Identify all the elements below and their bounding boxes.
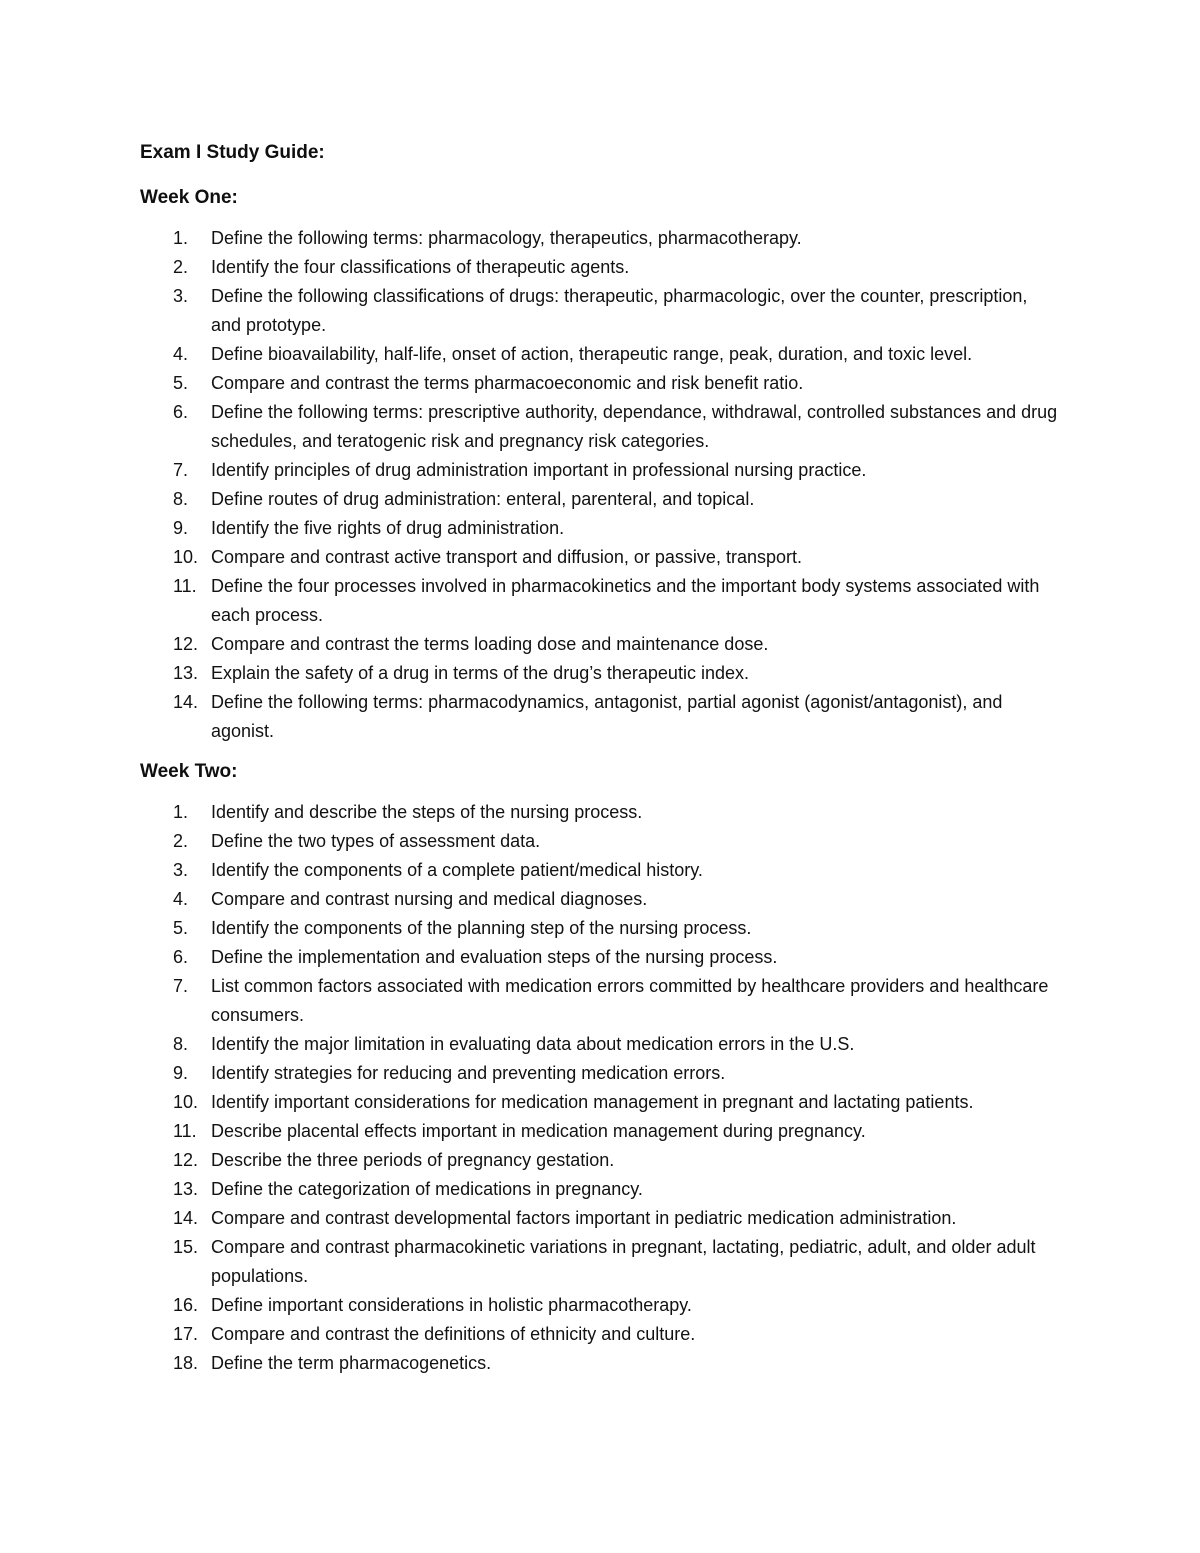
item-text: Define the following terms: prescriptive authority, dependance, withdrawal, controlled substances and drug schedules, and teratogenic risk and pregnancy risk categories. bbox=[211, 402, 1058, 451]
list-item bbox=[173, 1146, 1060, 1175]
list-item bbox=[173, 943, 1060, 972]
item-text: Compare and contrast developmental factors important in pediatric medication administration. bbox=[211, 1208, 957, 1228]
item-number: 8. bbox=[173, 489, 189, 509]
item-text: Identify the components of a complete patient/medical history. bbox=[211, 860, 703, 880]
item-number: 3. bbox=[173, 286, 189, 306]
list-item bbox=[173, 1088, 1060, 1117]
list-item bbox=[173, 1175, 1060, 1204]
item-text: Identify the components of the planning step of the nursing process. bbox=[211, 918, 752, 938]
list-item bbox=[173, 659, 1060, 688]
item-text: Define the categorization of medications in pregnancy. bbox=[211, 1179, 643, 1199]
list-item bbox=[173, 1204, 1060, 1233]
item-text: Compare and contrast the definitions of ethnicity and culture. bbox=[211, 1324, 696, 1344]
item-text: Identify strategies for reducing and preventing medication errors. bbox=[211, 1063, 726, 1083]
item-text: Identify and describe the steps of the nursing process. bbox=[211, 802, 643, 822]
list-item bbox=[173, 914, 1060, 943]
item-text: Compare and contrast nursing and medical diagnoses. bbox=[211, 889, 648, 909]
item-text: Compare and contrast the terms loading dose and maintenance dose. bbox=[211, 634, 769, 654]
list-item bbox=[173, 224, 1060, 253]
item-number: 5. bbox=[173, 373, 189, 393]
item-number: 16. bbox=[173, 1295, 199, 1315]
item-text: Define the following terms: pharmacodynamics, antagonist, partial agonist (agonist/antagonist), and agonist. bbox=[211, 692, 1003, 741]
item-number: 6. bbox=[173, 402, 189, 422]
list-item bbox=[173, 572, 1060, 630]
item-number: 2. bbox=[173, 257, 189, 277]
item-number: 13. bbox=[173, 663, 199, 683]
item-text: Compare and contrast active transport and diffusion, or passive, transport. bbox=[211, 547, 802, 567]
item-text: Define the following terms: pharmacology, therapeutics, pharmacotherapy. bbox=[211, 228, 802, 248]
item-number: 8. bbox=[173, 1034, 189, 1054]
item-number: 4. bbox=[173, 889, 189, 909]
item-number: 14. bbox=[173, 1208, 199, 1228]
list-item bbox=[173, 456, 1060, 485]
item-text: Describe the three periods of pregnancy gestation. bbox=[211, 1150, 615, 1170]
list-item bbox=[173, 972, 1060, 1030]
list-item bbox=[173, 369, 1060, 398]
list-item bbox=[173, 485, 1060, 514]
item-number: 5. bbox=[173, 918, 189, 938]
item-text: Identify the major limitation in evaluating data about medication errors in the U.S. bbox=[211, 1034, 855, 1054]
week-two-list bbox=[140, 798, 1060, 1378]
item-text: Identify the four classifications of therapeutic agents. bbox=[211, 257, 630, 277]
item-number: 7. bbox=[173, 976, 189, 996]
item-text: Define the two types of assessment data. bbox=[211, 831, 541, 851]
item-text: List common factors associated with medication errors committed by healthcare providers and healthcare consumers. bbox=[211, 976, 1049, 1025]
item-number: 14. bbox=[173, 692, 199, 712]
item-number: 17. bbox=[173, 1324, 199, 1344]
item-text: Identify principles of drug administration important in professional nursing practice. bbox=[211, 460, 867, 480]
item-number: 13. bbox=[173, 1179, 199, 1199]
item-text: Define bioavailability, half-life, onset of action, therapeutic range, peak, duration, and toxic level. bbox=[211, 344, 973, 364]
list-item bbox=[173, 398, 1060, 456]
list-item bbox=[173, 856, 1060, 885]
list-item bbox=[173, 543, 1060, 572]
list-item bbox=[173, 688, 1060, 746]
item-text: Describe placental effects important in medication management during pregnancy. bbox=[211, 1121, 866, 1141]
item-number: 11. bbox=[173, 576, 197, 596]
list-item bbox=[173, 630, 1060, 659]
item-number: 18. bbox=[173, 1353, 199, 1373]
list-item bbox=[173, 514, 1060, 543]
item-number: 1. bbox=[173, 802, 189, 822]
item-number: 1. bbox=[173, 228, 189, 248]
item-number: 15. bbox=[173, 1237, 199, 1257]
item-text: Define the following classifications of drugs: therapeutic, pharmacologic, over the counter, prescription, and prototype. bbox=[211, 286, 1028, 335]
item-number: 10. bbox=[173, 1092, 199, 1112]
item-text: Compare and contrast pharmacokinetic variations in pregnant, lactating, pediatric, adult, and older adult populations. bbox=[211, 1237, 1036, 1286]
item-number: 12. bbox=[173, 1150, 199, 1170]
page-title: Exam I Study Guide: bbox=[140, 142, 325, 163]
list-item bbox=[173, 798, 1060, 827]
item-number: 9. bbox=[173, 1063, 189, 1083]
list-item bbox=[173, 340, 1060, 369]
list-item bbox=[173, 1291, 1060, 1320]
list-item bbox=[173, 1030, 1060, 1059]
list-item bbox=[173, 282, 1060, 340]
item-number: 12. bbox=[173, 634, 199, 654]
item-number: 2. bbox=[173, 831, 189, 851]
list-item bbox=[173, 1320, 1060, 1349]
item-text: Define routes of drug administration: enteral, parenteral, and topical. bbox=[211, 489, 755, 509]
section-heading-week-one: Week One: bbox=[140, 187, 238, 208]
item-number: 3. bbox=[173, 860, 189, 880]
item-text: Define the implementation and evaluation steps of the nursing process. bbox=[211, 947, 778, 967]
item-text: Define important considerations in holistic pharmacotherapy. bbox=[211, 1295, 692, 1315]
list-item bbox=[173, 1059, 1060, 1088]
item-text: Identify important considerations for medication management in pregnant and lactating patients. bbox=[211, 1092, 974, 1112]
item-number: 7. bbox=[173, 460, 189, 480]
week-one-list bbox=[140, 224, 1060, 746]
section-week-one bbox=[140, 183, 1060, 746]
item-number: 10. bbox=[173, 547, 199, 567]
item-text: Define the term pharmacogenetics. bbox=[211, 1353, 492, 1373]
item-text: Compare and contrast the terms pharmacoeconomic and risk benefit ratio. bbox=[211, 373, 804, 393]
item-text: Identify the five rights of drug administration. bbox=[211, 518, 565, 538]
item-text: Define the four processes involved in pharmacokinetics and the important body systems associated with each process. bbox=[211, 576, 1040, 625]
list-item bbox=[173, 1117, 1060, 1146]
item-number: 6. bbox=[173, 947, 189, 967]
item-number: 9. bbox=[173, 518, 189, 538]
item-number: 4. bbox=[173, 344, 189, 364]
section-week-two bbox=[140, 757, 1060, 1378]
list-item bbox=[173, 827, 1060, 856]
list-item bbox=[173, 1233, 1060, 1291]
list-item bbox=[173, 253, 1060, 282]
item-number: 11. bbox=[173, 1121, 197, 1141]
list-item bbox=[173, 885, 1060, 914]
list-item bbox=[173, 1349, 1060, 1378]
section-heading-week-two: Week Two: bbox=[140, 761, 238, 782]
item-text: Explain the safety of a drug in terms of the drug’s therapeutic index. bbox=[211, 663, 749, 683]
